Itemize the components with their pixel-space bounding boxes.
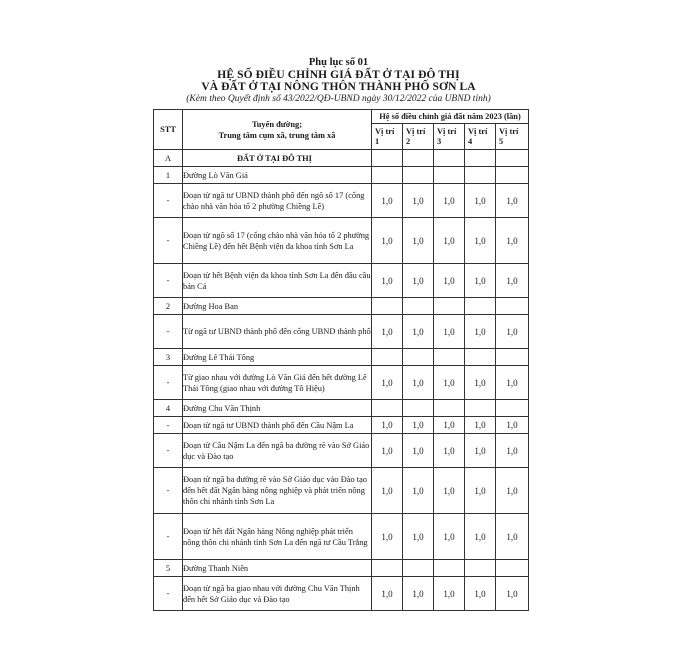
coef-cell-position-5: 1,0 bbox=[496, 264, 529, 298]
table-row bbox=[154, 167, 529, 184]
row-route-name: Từ ngã tư UBND thành phố đến cổng UBND thành phố bbox=[183, 315, 372, 349]
row-route-name: ĐẤT Ở TẠI ĐÔ THỊ bbox=[183, 150, 372, 167]
position-label: Vị trí bbox=[375, 126, 395, 136]
coef-cell-position-4 bbox=[465, 167, 496, 184]
coefficient-table bbox=[153, 109, 529, 611]
coef-cell-position-5: 1,0 bbox=[496, 577, 529, 611]
table-row bbox=[154, 400, 529, 417]
coef-cell-position-4: 1,0 bbox=[465, 468, 496, 514]
coef-cell-position-3: 1,0 bbox=[434, 218, 465, 264]
position-label: Vị trí bbox=[437, 126, 457, 136]
coef-cell-position-1: 1,0 bbox=[372, 514, 403, 560]
section-row bbox=[154, 150, 529, 167]
coef-cell-position-2 bbox=[403, 298, 434, 315]
coef-cell-position-4: 1,0 bbox=[465, 366, 496, 400]
coef-cell-position-3: 1,0 bbox=[434, 366, 465, 400]
coef-cell-position-4 bbox=[465, 298, 496, 315]
row-stt: - bbox=[154, 366, 183, 400]
coef-cell-position-4: 1,0 bbox=[465, 417, 496, 434]
coef-cell-position-2: 1,0 bbox=[403, 514, 434, 560]
coef-cell-position-1: 1,0 bbox=[372, 417, 403, 434]
coef-cell-position-2 bbox=[403, 150, 434, 167]
row-route-name: Đoạn từ hết Bệnh viện đa khoa tỉnh Sơn La đến đầu cầu bản Cá bbox=[183, 264, 372, 298]
position-label: Vị trí bbox=[499, 126, 519, 136]
row-route-name: Đoạn từ Cầu Nậm La đến ngã ba đường rẽ vào Sở Giáo dục và Đào tạo bbox=[183, 434, 372, 468]
row-route-name: Đoạn từ ngõ số 17 (cổng chào nhà văn hóa tổ 2 phường Chiềng Lề) đến hết Bệnh viện đa khoa tỉnh Sơn La bbox=[183, 218, 372, 264]
row-route-name: Đường Hoa Ban bbox=[183, 298, 372, 315]
table-row bbox=[154, 366, 529, 400]
coef-cell-position-5 bbox=[496, 298, 529, 315]
row-route-name: Đường Thanh Niên bbox=[183, 560, 372, 577]
coef-cell-position-4: 1,0 bbox=[465, 264, 496, 298]
position-number: 5 bbox=[499, 136, 504, 146]
table-row bbox=[154, 349, 529, 366]
coef-cell-position-1 bbox=[372, 150, 403, 167]
header-route-line2: Trung tâm cụm xã, trung tâm xã bbox=[218, 130, 336, 140]
coef-cell-position-1: 1,0 bbox=[372, 184, 403, 218]
table-row bbox=[154, 577, 529, 611]
coef-cell-position-2: 1,0 bbox=[403, 577, 434, 611]
row-stt: - bbox=[154, 315, 183, 349]
coef-cell-position-4 bbox=[465, 150, 496, 167]
table-row bbox=[154, 417, 529, 434]
coef-cell-position-1: 1,0 bbox=[372, 468, 403, 514]
table-row bbox=[154, 218, 529, 264]
row-route-name: Đoạn từ ngã ba đường rẽ vào Sở Giáo dục vào Đào tạo đến hết đất Ngân hàng nông nghiệp và phát triển nông thôn chi nhánh tỉnh Sơn La bbox=[183, 468, 372, 514]
row-route-name: Đường Chu Văn Thịnh bbox=[183, 400, 372, 417]
row-stt: 4 bbox=[154, 400, 183, 417]
coef-cell-position-1: 1,0 bbox=[372, 315, 403, 349]
position-number: 2 bbox=[406, 136, 411, 146]
coef-cell-position-3: 1,0 bbox=[434, 468, 465, 514]
coef-cell-position-1: 1,0 bbox=[372, 264, 403, 298]
coef-cell-position-1: 1,0 bbox=[372, 577, 403, 611]
coef-cell-position-1: 1,0 bbox=[372, 366, 403, 400]
header-position-2 bbox=[403, 124, 434, 150]
coef-cell-position-5: 1,0 bbox=[496, 315, 529, 349]
coef-cell-position-3 bbox=[434, 298, 465, 315]
row-stt: - bbox=[154, 184, 183, 218]
coef-cell-position-5 bbox=[496, 150, 529, 167]
header-position-5 bbox=[496, 124, 529, 150]
coef-cell-position-1 bbox=[372, 298, 403, 315]
coef-cell-position-2: 1,0 bbox=[403, 468, 434, 514]
coef-cell-position-4 bbox=[465, 349, 496, 366]
coef-cell-position-4 bbox=[465, 560, 496, 577]
table-row bbox=[154, 315, 529, 349]
row-stt: A bbox=[154, 150, 183, 167]
coef-cell-position-5 bbox=[496, 167, 529, 184]
position-number: 1 bbox=[375, 136, 380, 146]
coef-cell-position-4: 1,0 bbox=[465, 577, 496, 611]
coef-cell-position-3: 1,0 bbox=[434, 417, 465, 434]
row-route-name: Đường Lò Văn Giá bbox=[183, 167, 372, 184]
coef-cell-position-5 bbox=[496, 560, 529, 577]
header-position-3 bbox=[434, 124, 465, 150]
coef-cell-position-4: 1,0 bbox=[465, 315, 496, 349]
row-stt: - bbox=[154, 577, 183, 611]
coef-cell-position-5: 1,0 bbox=[496, 417, 529, 434]
coef-cell-position-3 bbox=[434, 349, 465, 366]
header-stt: STT bbox=[154, 110, 183, 150]
coef-cell-position-1 bbox=[372, 560, 403, 577]
row-stt: 2 bbox=[154, 298, 183, 315]
document-header bbox=[0, 57, 677, 105]
row-stt: - bbox=[154, 218, 183, 264]
coef-cell-position-4: 1,0 bbox=[465, 434, 496, 468]
coef-cell-position-1 bbox=[372, 167, 403, 184]
coef-cell-position-3: 1,0 bbox=[434, 264, 465, 298]
row-route-name: Đoạn từ ngã tư UBND thành phố đến Cầu Nậm La bbox=[183, 417, 372, 434]
coef-cell-position-5 bbox=[496, 400, 529, 417]
position-label: Vị trí bbox=[406, 126, 426, 136]
coef-cell-position-1 bbox=[372, 349, 403, 366]
coef-cell-position-3: 1,0 bbox=[434, 577, 465, 611]
coef-cell-position-2: 1,0 bbox=[403, 184, 434, 218]
coef-cell-position-4: 1,0 bbox=[465, 218, 496, 264]
coef-cell-position-3 bbox=[434, 560, 465, 577]
coef-cell-position-2: 1,0 bbox=[403, 315, 434, 349]
coef-cell-position-1 bbox=[372, 400, 403, 417]
coef-cell-position-3 bbox=[434, 167, 465, 184]
coef-cell-position-5: 1,0 bbox=[496, 184, 529, 218]
table-row bbox=[154, 298, 529, 315]
table-row bbox=[154, 184, 529, 218]
row-route-name: Đoạn từ ngã ba giao nhau với đường Chu Văn Thịnh đến hết Sở Giáo dục và Đào tạo bbox=[183, 577, 372, 611]
coef-cell-position-5: 1,0 bbox=[496, 434, 529, 468]
table-row bbox=[154, 468, 529, 514]
coef-cell-position-2 bbox=[403, 560, 434, 577]
header-coefficient: Hệ số điều chỉnh giá đất năm 2023 (lần) bbox=[372, 110, 529, 124]
position-number: 4 bbox=[468, 136, 473, 146]
header-position-1 bbox=[372, 124, 403, 150]
coef-cell-position-3 bbox=[434, 150, 465, 167]
coef-cell-position-2: 1,0 bbox=[403, 417, 434, 434]
coef-cell-position-5: 1,0 bbox=[496, 366, 529, 400]
appendix-label: Phụ lục số 01 bbox=[308, 57, 369, 68]
coef-cell-position-4: 1,0 bbox=[465, 514, 496, 560]
coef-cell-position-5: 1,0 bbox=[496, 218, 529, 264]
table-row bbox=[154, 264, 529, 298]
coef-cell-position-2 bbox=[403, 349, 434, 366]
table-row bbox=[154, 560, 529, 577]
row-stt: - bbox=[154, 514, 183, 560]
header-route-line1: Tuyến đường; bbox=[251, 119, 303, 129]
position-label: Vị trí bbox=[468, 126, 488, 136]
coef-cell-position-3 bbox=[434, 400, 465, 417]
coef-cell-position-4: 1,0 bbox=[465, 184, 496, 218]
row-route-name: Đường Lê Thái Tông bbox=[183, 349, 372, 366]
coef-cell-position-1: 1,0 bbox=[372, 434, 403, 468]
title-line-2: VÀ ĐẤT Ở TẠI NÔNG THÔN THÀNH PHỐ SƠN LA bbox=[201, 81, 476, 93]
coef-cell-position-2: 1,0 bbox=[403, 218, 434, 264]
coef-cell-position-2: 1,0 bbox=[403, 434, 434, 468]
coef-cell-position-5: 1,0 bbox=[496, 514, 529, 560]
table-row bbox=[154, 434, 529, 468]
row-route-name: Đoạn từ hết đất Ngân hàng Nông nghiệp phát triển nông thôn chi nhánh tỉnh Sơn La đến ngã tư Cầu Trắng bbox=[183, 514, 372, 560]
coef-cell-position-3: 1,0 bbox=[434, 184, 465, 218]
coef-cell-position-2: 1,0 bbox=[403, 264, 434, 298]
row-route-name: Đoạn từ ngã tư UBND thành phố đến ngõ số 17 (cổng chào nhà văn hóa tổ 2 phường Chiềng Lề) bbox=[183, 184, 372, 218]
row-stt: 1 bbox=[154, 167, 183, 184]
coef-cell-position-2 bbox=[403, 167, 434, 184]
row-stt: - bbox=[154, 264, 183, 298]
coef-cell-position-2 bbox=[403, 400, 434, 417]
header-position-4 bbox=[465, 124, 496, 150]
position-number: 3 bbox=[437, 136, 442, 146]
subtitle: (Kèm theo Quyết định số 43/2022/QĐ-UBND ngày 30/12/2022 của UBND tỉnh) bbox=[186, 94, 491, 104]
row-stt: 3 bbox=[154, 349, 183, 366]
row-stt: - bbox=[154, 468, 183, 514]
row-stt: - bbox=[154, 434, 183, 468]
row-stt: 5 bbox=[154, 560, 183, 577]
coef-cell-position-3: 1,0 bbox=[434, 514, 465, 560]
table-row bbox=[154, 514, 529, 560]
header-route bbox=[183, 110, 372, 150]
coef-cell-position-3: 1,0 bbox=[434, 434, 465, 468]
coef-cell-position-3: 1,0 bbox=[434, 315, 465, 349]
title-line-1: HỆ SỐ ĐIỀU CHỈNH GIÁ ĐẤT Ở TẠI ĐÔ THỊ bbox=[217, 69, 460, 81]
coef-cell-position-5: 1,0 bbox=[496, 468, 529, 514]
coef-cell-position-5 bbox=[496, 349, 529, 366]
coef-cell-position-4 bbox=[465, 400, 496, 417]
coef-cell-position-2: 1,0 bbox=[403, 366, 434, 400]
coef-cell-position-1: 1,0 bbox=[372, 218, 403, 264]
row-route-name: Từ giao nhau với đường Lò Văn Giá đến hết đường Lê Thái Tông (giao nhau với đường Tô Hiệu) bbox=[183, 366, 372, 400]
row-stt: - bbox=[154, 417, 183, 434]
